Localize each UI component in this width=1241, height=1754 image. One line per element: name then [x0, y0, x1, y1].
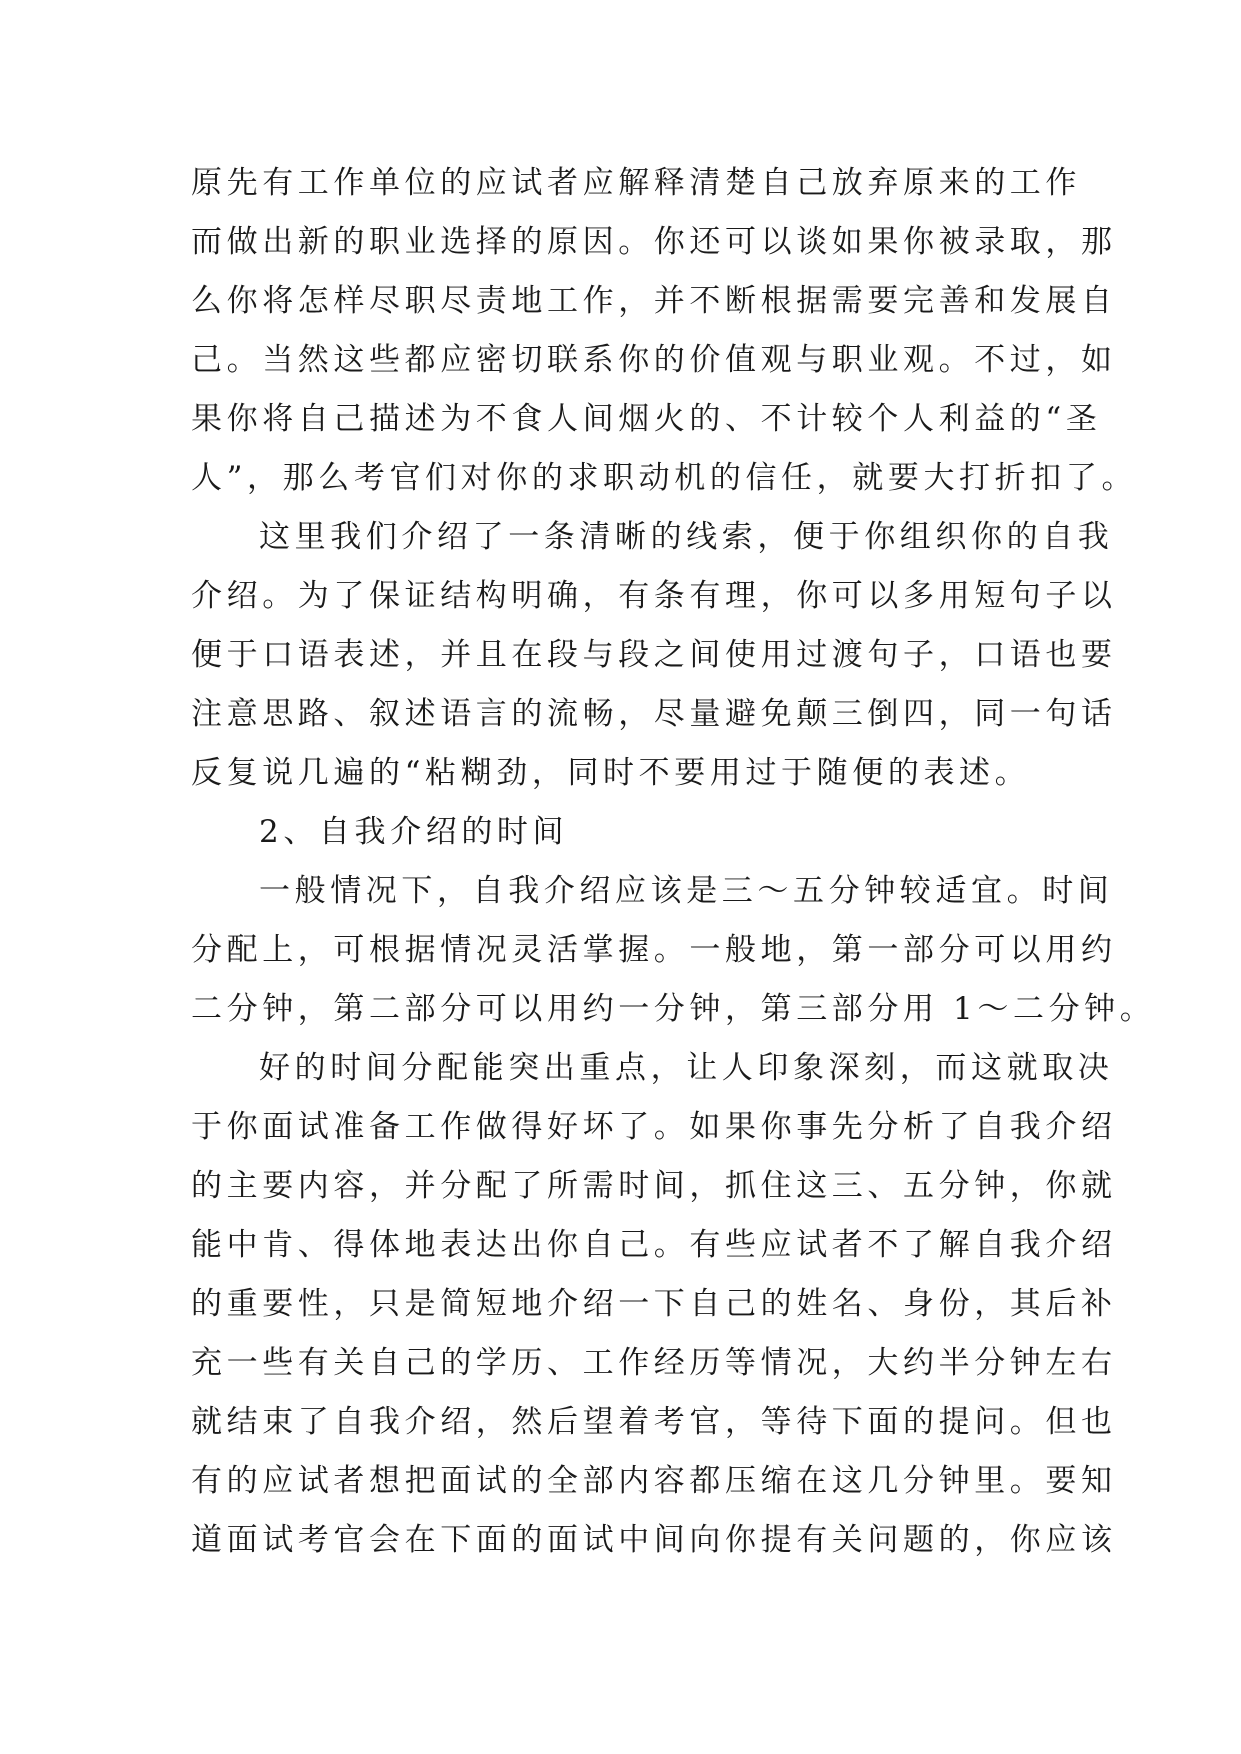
text-line: 这里我们介绍了一条清晰的线索，便于你组织你的自我: [259, 519, 1114, 555]
text-line: 分配上，可根据情况灵活掌握。一般地，第一部分可以用约: [191, 932, 1117, 968]
text-line: 原先有工作单位的应试者应解释清楚自己放弃原来的工作: [191, 165, 1081, 201]
text-line: 能中肯、得体地表达出你自己。有些应试者不了解自我介绍: [191, 1227, 1117, 1263]
text-line: 己。当然这些都应密切联系你的价值观与职业观。不过，如: [191, 342, 1117, 378]
text-line: 而做出新的职业选择的原因。你还可以谈如果你被录取，那: [191, 224, 1117, 260]
text-line: 注意思路、叙述语言的流畅，尽量避免颠三倒四，同一句话: [191, 696, 1117, 732]
text-line: 2、自我介绍的时间: [259, 814, 569, 850]
text-line: 介绍。为了保证结构明确，有条有理，你可以多用短句子以: [191, 578, 1117, 614]
text-line: 有的应试者想把面试的全部内容都压缩在这几分钟里。要知: [191, 1463, 1117, 1499]
text-line: 果你将自己描述为不食人间烟火的、不计较个人利益的“圣: [191, 401, 1102, 437]
text-line: 的重要性，只是简短地介绍一下自己的姓名、身份，其后补: [191, 1286, 1117, 1322]
text-line: 好的时间分配能突出重点，让人印象深刻，而这就取决: [259, 1050, 1114, 1086]
text-line: 二分钟，第二部分可以用约一分钟，第三部分用 1～二分钟。: [191, 991, 1156, 1027]
text-line: 道面试考官会在下面的面试中间向你提有关问题的，你应该: [191, 1522, 1117, 1558]
text-line: 反复说几遍的“粘糊劲，同时不要用过于随便的表述。: [191, 755, 1031, 791]
text-line: 一般情况下，自我介绍应该是三～五分钟较适宜。时间: [259, 873, 1114, 909]
text-line: 的主要内容，并分配了所需时间，抓住这三、五分钟，你就: [191, 1168, 1117, 1204]
text-line: 便于口语表述，并且在段与段之间使用过渡句子，口语也要: [191, 637, 1117, 673]
text-line: 于你面试准备工作做得好坏了。如果你事先分析了自我介绍: [191, 1109, 1117, 1145]
text-line: 么你将怎样尽职尽责地工作，并不断根据需要完善和发展自: [191, 283, 1117, 319]
text-line: 就结束了自我介绍，然后望着考官，等待下面的提问。但也: [191, 1404, 1117, 1440]
document-body: [191, 154, 1156, 1570]
text-line: 人”，那么考官们对你的求职动机的信任，就要大打折扣了。: [191, 460, 1138, 496]
text-line: 充一些有关自己的学历、工作经历等情况，大约半分钟左右: [191, 1345, 1117, 1381]
